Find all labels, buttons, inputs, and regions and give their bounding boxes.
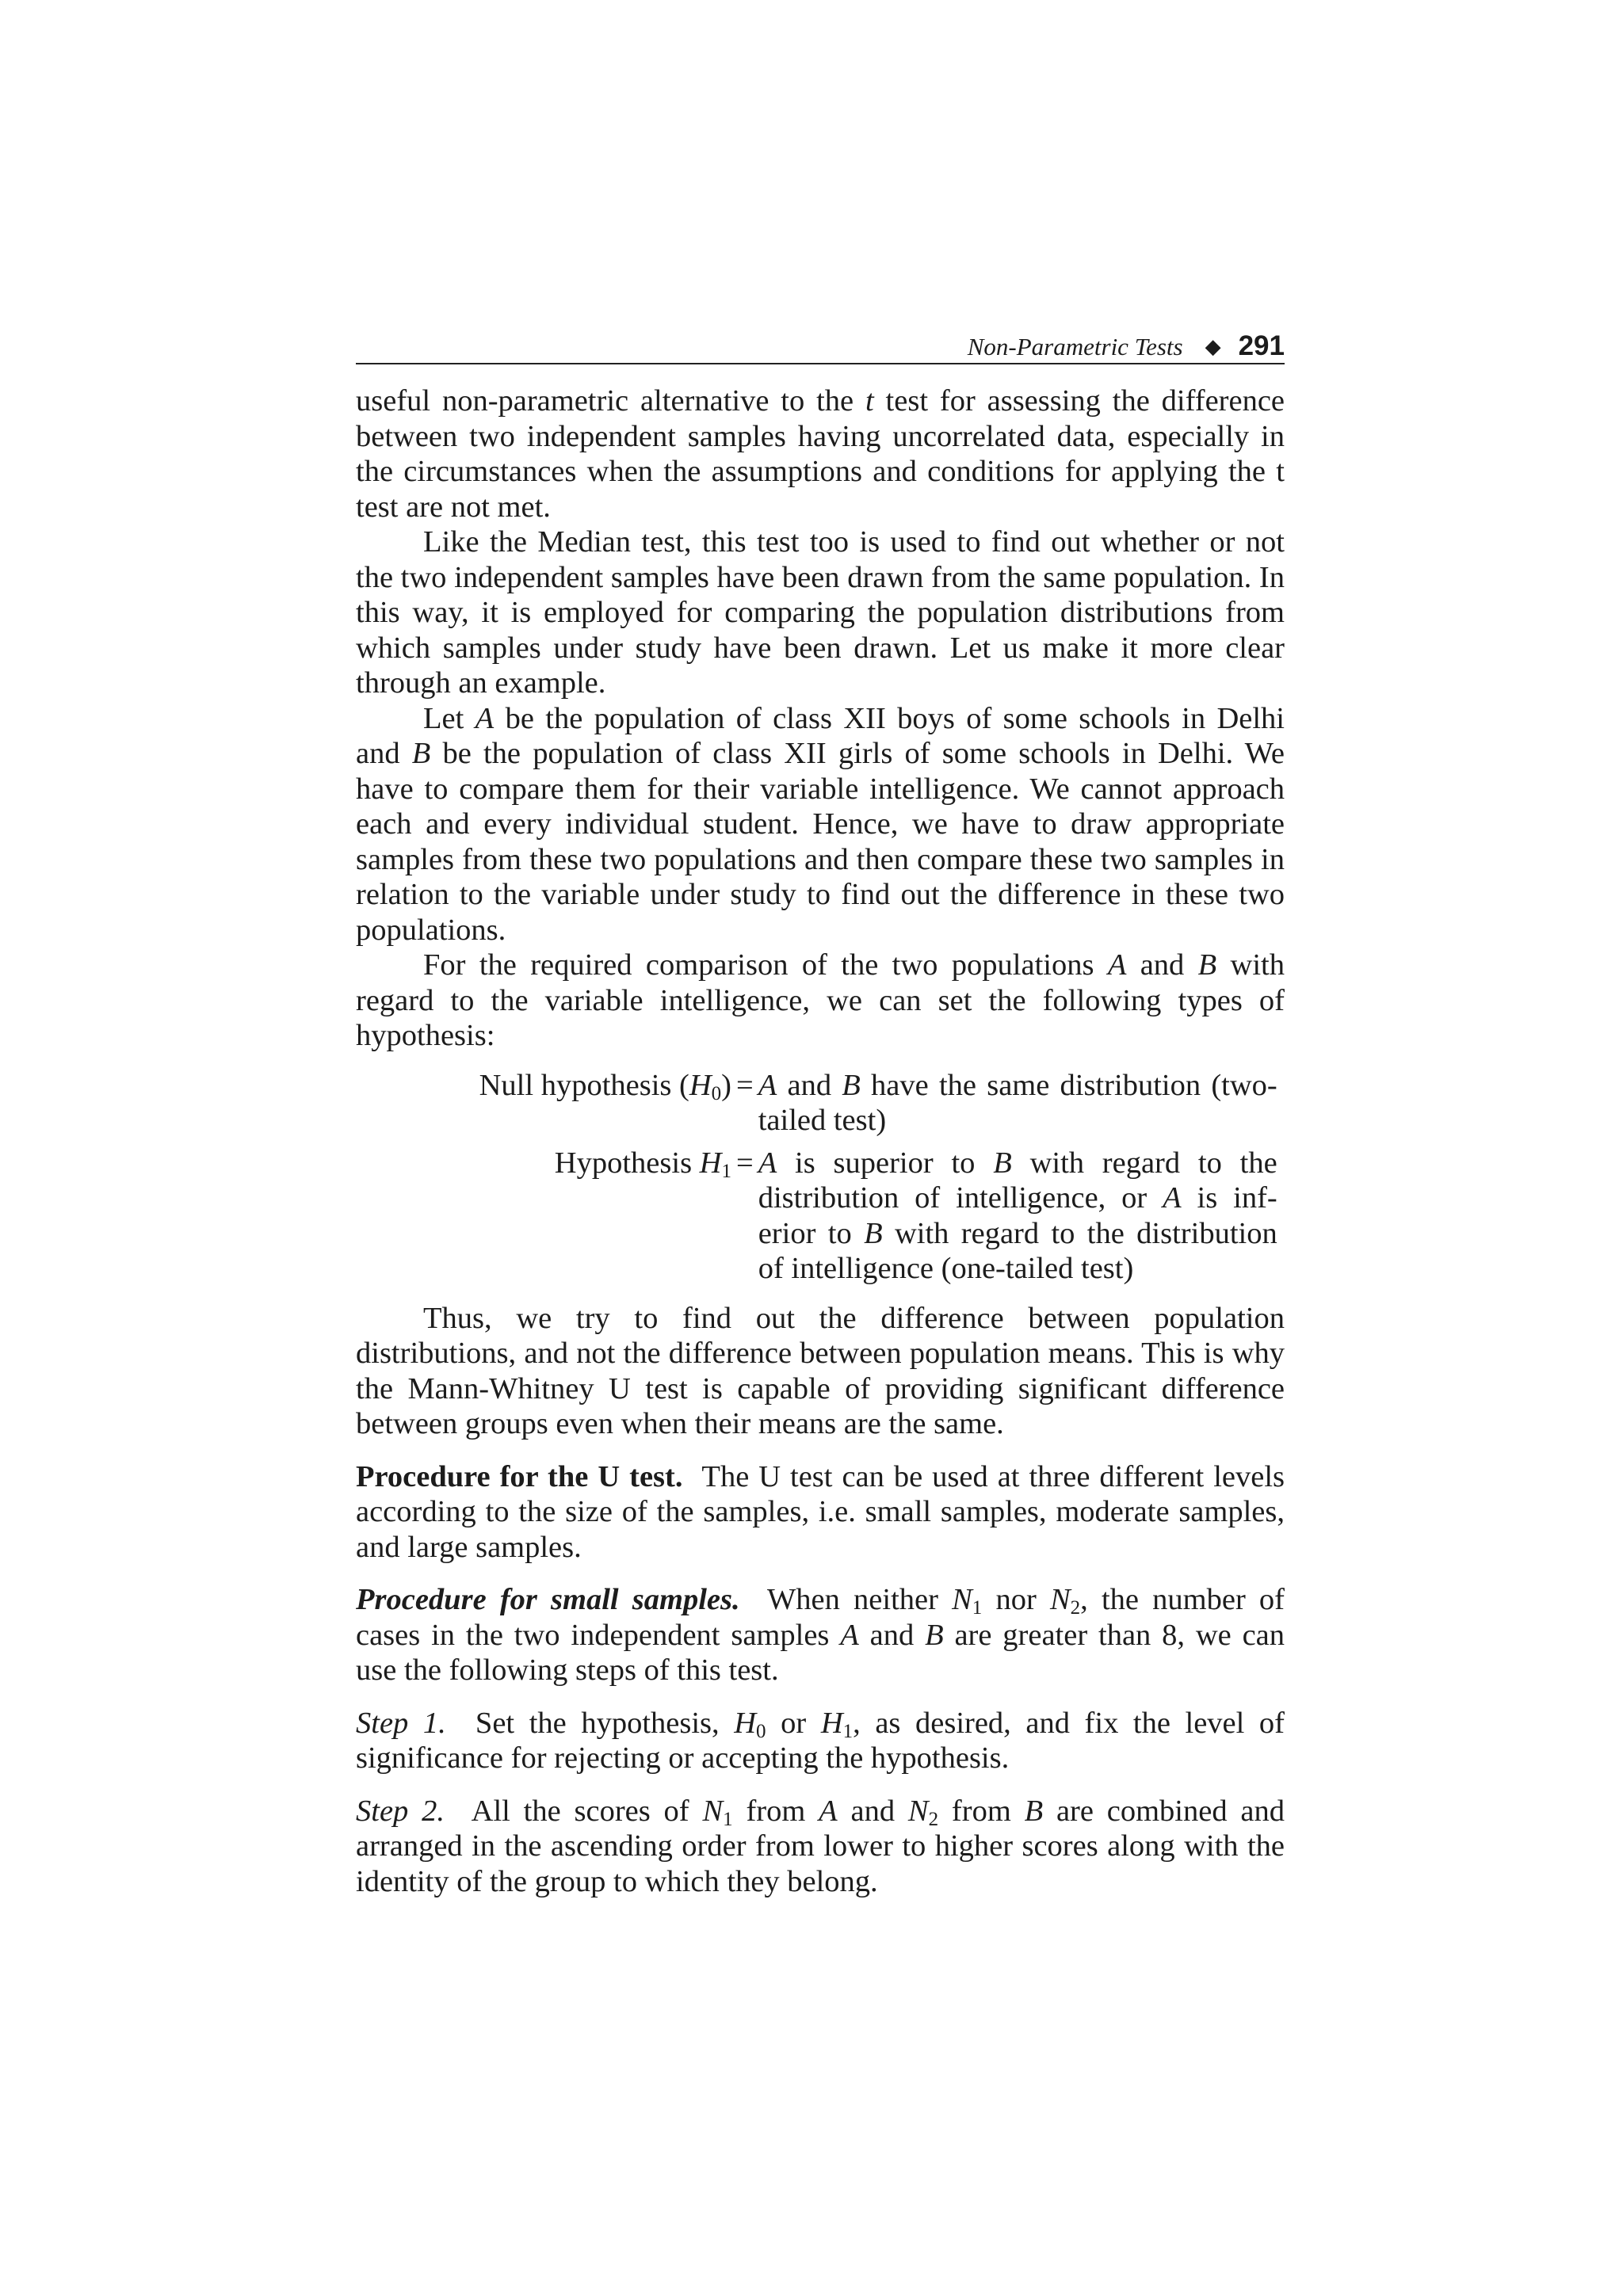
subsection-heading: Procedure for small samples. <box>356 1583 740 1616</box>
paragraph-median-comparison: Like the Median test, this test too is used to find out whether or not the two independent samples have been drawn from the same population. In this way, it is employed for comparing the population distributions from which samples under study have been drawn. Let us make it more clear through an example. <box>356 525 1285 700</box>
running-header <box>356 325 1285 364</box>
null-hypothesis-label: Null hypothesis $(H_0)$ <box>479 1068 731 1104</box>
paragraph-hypothesis-intro: For the required comparison of the two populations A and B with regard to the variable intelligence, we can set the following types of hypothesis: <box>356 948 1285 1052</box>
null-hypothesis <box>356 1068 1285 1138</box>
step-2: Step 2. All the scores of $N_1$ from A and $N_2$ from B are combined and arranged in the ascending order from lower to higher scores along with the identity of the group to which they belong. <box>356 1794 1285 1898</box>
step-label: Step 2. <box>356 1794 445 1828</box>
equals-sign: = <box>736 1068 754 1102</box>
paragraph-u-test-procedure: Procedure for the U test. The U test can be used at three different levels according to the size of the samples, i.e. small samples, moderate samples, and large samples. <box>356 1459 1285 1564</box>
paragraph-distribution-difference: Thus, we try to find out the difference between population distributions, and not the difference between population means. This is why the Mann-Whitney U test is capable of providing significant difference between groups even when their means are the same. <box>356 1301 1285 1440</box>
paragraph-continuation: useful non-parametric alternative to the t test for assessing the difference between two independent samples having uncorrelated data, especially in the circumstances when the assumptions and conditions for applying the t test are not met. <box>356 384 1285 524</box>
diamond-icon: ◆ <box>1205 335 1221 358</box>
section-heading: Procedure for the U test. <box>356 1459 683 1493</box>
paragraph-small-samples: Procedure for small samples. When neither $N_1$ nor $N_2$, the number of cases in the two independent samples A and B are greater than 8, we can use the following steps of this test. <box>356 1583 1285 1687</box>
null-hypothesis-text: A and B have the same distribution (two-tailed test) <box>758 1068 1277 1137</box>
alternative-hypothesis-text: A is superior to B with regard to the distribution of intelligence, or A is inf-erior to B with regard to the distribution of intelligence (one-tailed test) <box>758 1146 1277 1285</box>
alternative-hypothesis-label: Hypothesis $H_1$ <box>554 1146 731 1182</box>
paragraph-example: Let A be the population of class XII boys of some schools in Delhi and B be the population of class XII girls of some schools in Delhi. We have to compare them for their variable intelligence. We cannot approach each and every individual student. Hence, we have to draw appropriate samples from these two populations and then compare these two samples in relation to the variable under study to find out the difference in these two populations. <box>356 701 1285 947</box>
running-title: Non-Parametric Tests <box>967 333 1183 360</box>
alternative-hypothesis <box>356 1146 1285 1287</box>
page-number: 291 <box>1238 330 1285 361</box>
equals-sign: = <box>736 1146 754 1180</box>
hypotheses-block <box>356 1068 1285 1287</box>
step-label: Step 1. <box>356 1706 446 1740</box>
book-page <box>356 325 1285 1899</box>
step-1: Step 1. Set the hypothesis, $H_0$ or $H_1$, as desired, and fix the level of significance for rejecting or accepting the hypothesis. <box>356 1706 1285 1775</box>
